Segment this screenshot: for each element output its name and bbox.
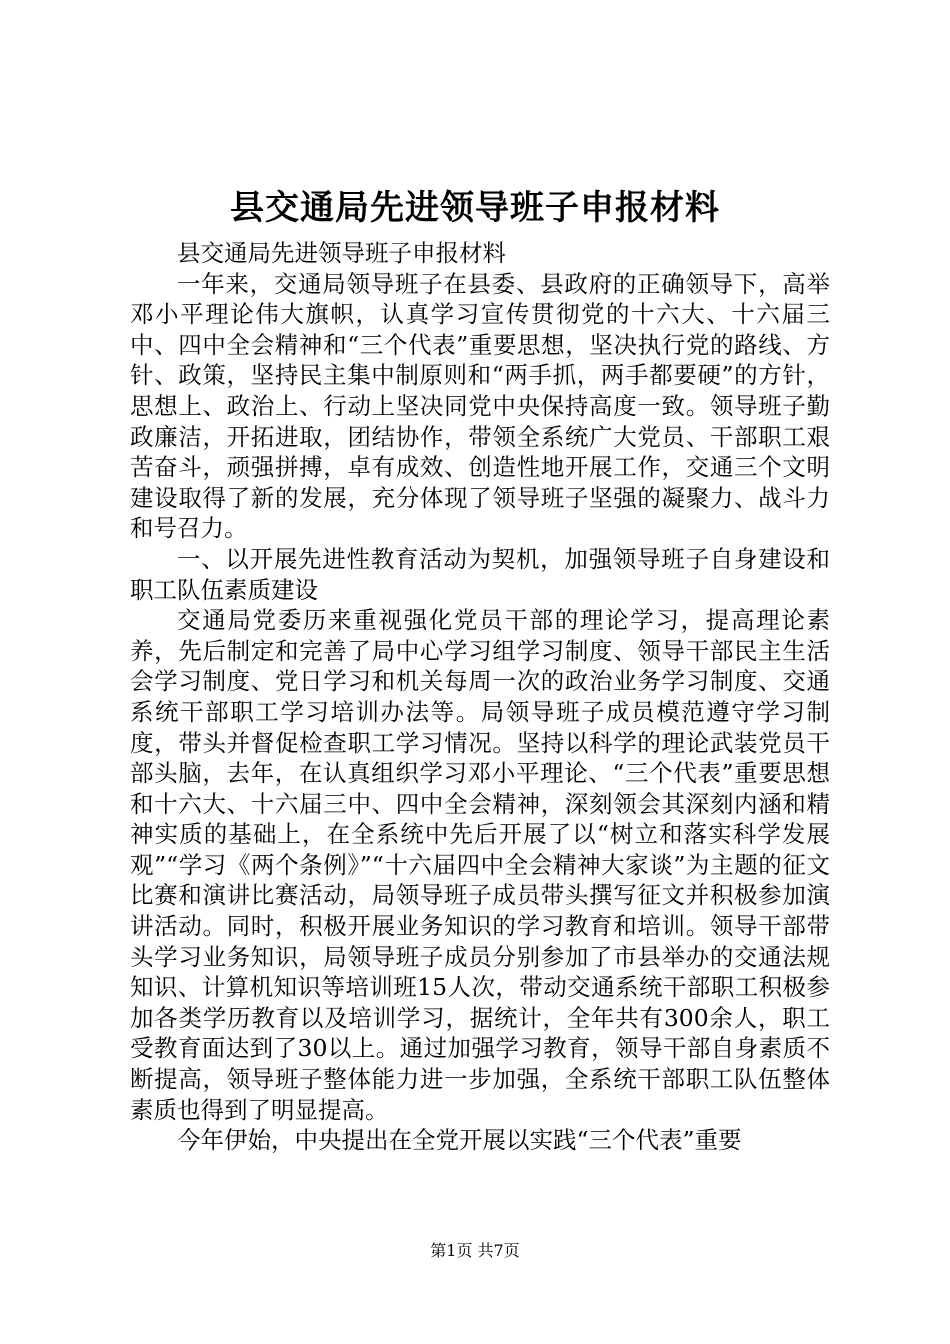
document-title: 县交通局先进领导班子申报材料: [230, 188, 720, 228]
paragraph-intro: 一年来，交通局领导班子在县委、县政府的正确领导下，高举邓小平理论伟大旗帜，认真学习宣传贯彻党的十六大、十六届三中、四中全会精神和“三个代表”重要思想，坚决执行党的路线、方针、政策，坚持民主集中制原则和“两手抓，两手都要硬”的方针，思想上、政治上、行动上坚决同党中央保持高度一致。领导班子勤政廉洁，开拓进取，团结协作，带领全系统广大党员、干部职工艰苦奋斗，顽强拼搏，卓有成效、创造性地开展工作，交通三个文明建设取得了新的发展，充分体现了领导班子坚强的凝聚力、战斗力和号召力。: [130, 269, 830, 543]
paragraph-continuation: 今年伊始，中央提出在全党开展以实践“三个代表”重要: [177, 1126, 742, 1155]
document-body: [130, 238, 830, 1156]
paragraph-section-heading: 一、以开展先进性教育活动为契机，加强领导班子自身建设和职工队伍素质建设: [130, 544, 830, 604]
paragraph-subtitle: 县交通局先进领导班子申报材料: [177, 239, 506, 267]
page-footer: 第1页 共7页: [430, 1241, 520, 1260]
paragraph-study: 交通局党委历来重视强化党员干部的理论学习，提高理论素养，先后制定和完善了局中心学习组学习制度、领导干部民主生活会学习制度、党日学习和机关每周一次的政治业务学习制度、交通系统干部职工学习培训办法等。局领导班子成员模范遵守学习制度，带头并督促检查职工学习情况。坚持以科学的理论武装党员干部头脑，去年，在认真组织学习邓小平理论、“三个代表”重要思想和十六大、十六届三中、四中全会精神，深刻领会其深刻内涵和精神实质的基础上，在全系统中先后开展了以“树立和落实科学发展观”“学习《两个条例》”“十六届四中全会精神大家谈”为主题的征文比赛和演讲比赛活动，局领导班子成员带头撰写征文并积极参加演讲活动。同时，积极开展业务知识的学习教育和培训。领导干部带头学习业务知识，局领导班子成员分别参加了市县举办的交通法规知识、计算机知识等培训班15人次，带动交通系统干部职工积极参加各类学历教育以及培训学习，据统计，全年共有300余人，职工受教育面达到了30以上。通过加强学习教育，领导干部自身素质不断提高，领导班子整体能力进一步加强，全系统干部职工队伍整体素质也得到了明显提高。: [130, 606, 830, 1124]
